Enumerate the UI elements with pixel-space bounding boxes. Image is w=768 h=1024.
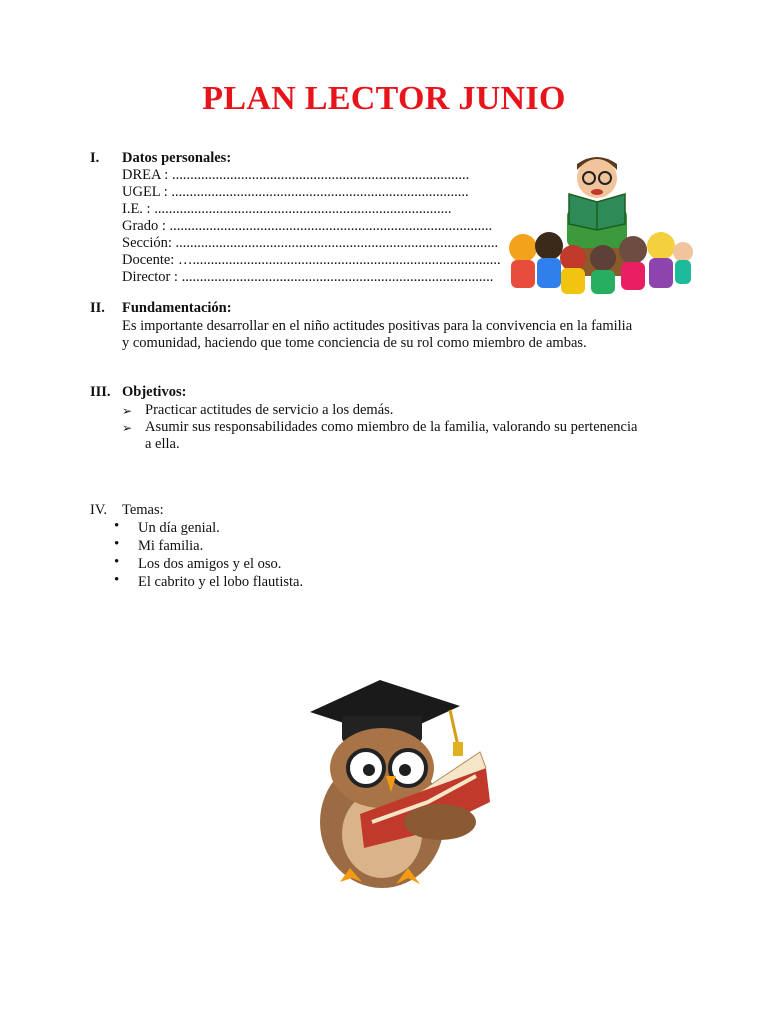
section-heading: Datos personales: — [122, 150, 232, 166]
bullet-dot-icon: • — [114, 572, 120, 588]
section-number: IV. — [90, 502, 108, 518]
topic-item: El cabrito y el lobo flautista. — [138, 574, 304, 590]
paragraph-line: Es importante desarrollar en el niño actitudes positivas para la convivencia en la familia — [122, 318, 633, 334]
field-director: Director : ...................................................................................... — [122, 269, 494, 285]
arrow-bullet-icon: ➢ — [122, 404, 133, 418]
field-grado: Grado : ......................................................................................... — [122, 218, 493, 234]
bullet-dot-icon: • — [114, 518, 120, 534]
page-title: PLAN LECTOR JUNIO — [202, 80, 566, 117]
section-number: I. — [90, 150, 100, 166]
field-docente: Docente: …..................................................................................... — [122, 252, 501, 268]
field-ugel: UGEL : .................................................................................. — [122, 184, 469, 200]
teacher-reading-illustration — [505, 150, 695, 300]
field-ie: I.E. : .................................................................................. — [122, 201, 452, 217]
section-heading: Objetivos: — [122, 384, 187, 400]
owl-reading-illustration — [300, 672, 500, 900]
section-number: II. — [90, 300, 105, 316]
arrow-bullet-icon: ➢ — [122, 421, 133, 435]
topic-item: Mi familia. — [138, 538, 204, 554]
section-heading: Temas: — [122, 502, 164, 518]
topic-item: Los dos amigos y el oso. — [138, 556, 282, 572]
field-seccion: Sección: ......................................................................................... — [122, 235, 499, 251]
objective-item: Asumir sus responsabilidades como miembro de la familia, valorando su pertenencia — [145, 419, 638, 435]
section-number: III. — [90, 384, 111, 400]
bullet-dot-icon: • — [114, 554, 120, 570]
objective-item-continuation: a ella. — [145, 436, 180, 452]
bullet-dot-icon: • — [114, 536, 120, 552]
field-drea: DREA : .................................................................................. — [122, 167, 470, 183]
topic-item: Un día genial. — [138, 520, 220, 536]
paragraph-line: y comunidad, haciendo que tome conciencia de su rol como miembro de ambas. — [122, 335, 587, 351]
objective-item: Practicar actitudes de servicio a los demás. — [145, 402, 394, 418]
section-heading: Fundamentación: — [122, 300, 232, 316]
